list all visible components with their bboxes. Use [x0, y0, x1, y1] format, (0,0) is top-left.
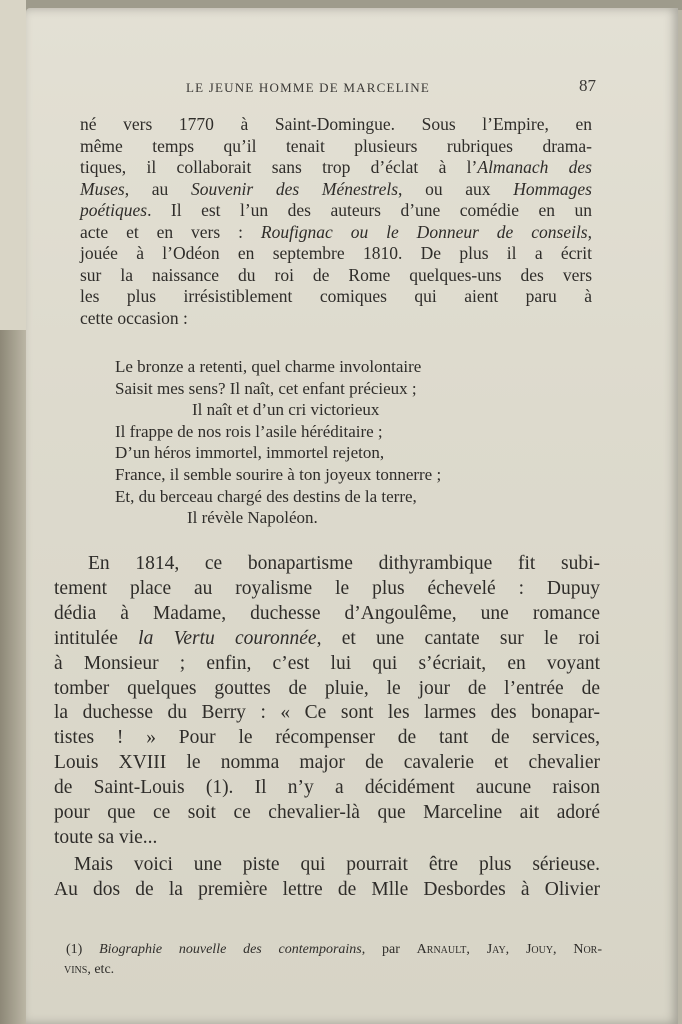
text-run: , par [361, 942, 417, 957]
text-line: de Saint-Louis (1). Il n’y a décidément aucune raison [54, 777, 600, 799]
text-run: intitulée [54, 627, 139, 649]
italic-title: Roufignac ou le Donneur de conseils [260, 221, 588, 242]
text-line [54, 627, 600, 652]
text-line: même temps qu’il tenait plusieurs rubriques drama- [80, 135, 592, 156]
text-run: . Il est l’un des auteurs d’une comédie en un [147, 200, 592, 220]
verse-line: Il frappe de nos rois l’asile héréditaire ; [115, 421, 383, 441]
footnote-authors: Arnault, Jay, Jouy, Nor- [416, 942, 602, 957]
text-run: , au [124, 178, 191, 199]
text-run: , etc. [87, 962, 115, 977]
verse-line: Et, du berceau chargé des destins de la terre, [115, 486, 417, 506]
text-line [80, 200, 592, 222]
italic-title: Muses [80, 178, 125, 199]
text-line: la duchesse du Berry : « Ce sont les larmes des bonapar- [54, 702, 600, 724]
text-line: né vers 1770 à Saint-Domingue. Sous l’Empire, en [80, 114, 592, 134]
footnote [66, 940, 602, 980]
paragraph-2 [54, 552, 600, 851]
verse-line: Il révèle Napoléon. [187, 508, 318, 528]
text-line: pour que ce soit ce chevalier-là que Marceline ait adoré [54, 802, 600, 824]
text-line: Au dos de la première lettre de Mlle Desbordes à Olivier [54, 879, 600, 900]
footnote-line [66, 940, 602, 960]
footnote-title: Biographie nouvelle des contemporains [99, 942, 362, 957]
italic-title: Almanach des [477, 157, 592, 177]
text-line: tomber quelques gouttes de pluie, le jour de l’entrée de [54, 677, 600, 699]
text-run: tiques, il collaborait sans trop d’éclat à l’ [80, 157, 478, 177]
text-line: les plus irrésistiblement comiques qui aient paru à [80, 286, 592, 306]
text-line: tistes ! » Pour le récompenser de tant de services, [54, 727, 600, 749]
verse-line: Le bronze a retenti, quel charme involontaire [115, 357, 422, 376]
text-line: Mais voici une piste qui pourrait être plus sérieuse. [74, 854, 600, 875]
previous-page-edge [0, 0, 28, 330]
text-line: jouée à l’Odéon en septembre 1810. De plus il a écrit [80, 243, 592, 263]
text-run: , ou aux [398, 178, 514, 199]
italic-title: Souvenir des Ménestrels [190, 178, 399, 199]
poem-verse [115, 356, 441, 529]
text-line: Louis XVIII le nomma major de cavalerie et chevalier [54, 752, 600, 774]
footnote-marker: (1) [66, 942, 100, 957]
verse-line: Saisit mes sens? Il naît, cet enfant précieux ; [115, 378, 417, 398]
paragraph-3 [54, 852, 600, 902]
page-number: 87 [579, 76, 596, 95]
running-title: LE JEUNE HOMME DE MARCELINE [186, 80, 430, 95]
text-line: sur la naissance du roi de Rome quelques-uns des vers [80, 264, 592, 285]
text-run: , [587, 221, 592, 242]
verse-line: France, il semble sourire à ton joyeux tonnerre ; [115, 464, 442, 484]
paragraph-1 [80, 114, 592, 329]
footnote-authors-cont: vins [64, 962, 88, 977]
page-header [186, 76, 596, 100]
text-line [80, 222, 592, 244]
text-line [80, 157, 592, 179]
italic-title: la Vertu couronnée [138, 627, 317, 649]
footnote-line [64, 960, 602, 980]
text-line: toute sa vie... [54, 826, 158, 848]
text-line: En 1814, ce bonapartisme dithyrambique fit subi- [88, 553, 600, 574]
text-run: , et une cantate sur le roi [316, 627, 600, 649]
text-line: cette occasion : [80, 307, 188, 328]
text-run: acte et en vers : [80, 221, 261, 242]
text-line [80, 179, 592, 201]
italic-title: Hommages [513, 178, 592, 199]
text-line: dédia à Madame, duchesse d’Angoulême, une romance [54, 602, 600, 624]
text-line: à Monsieur ; enfin, c’est lui qui s’écriait, en voyant [54, 652, 600, 674]
text-line: tement place au royalisme le plus échevelé : Dupuy [54, 577, 600, 599]
italic-title: poétiques [80, 200, 148, 220]
verse-line: Il naît et d’un cri victorieux [192, 400, 380, 420]
verse-line: D’un héros immortel, immortel rejeton, [115, 443, 385, 463]
